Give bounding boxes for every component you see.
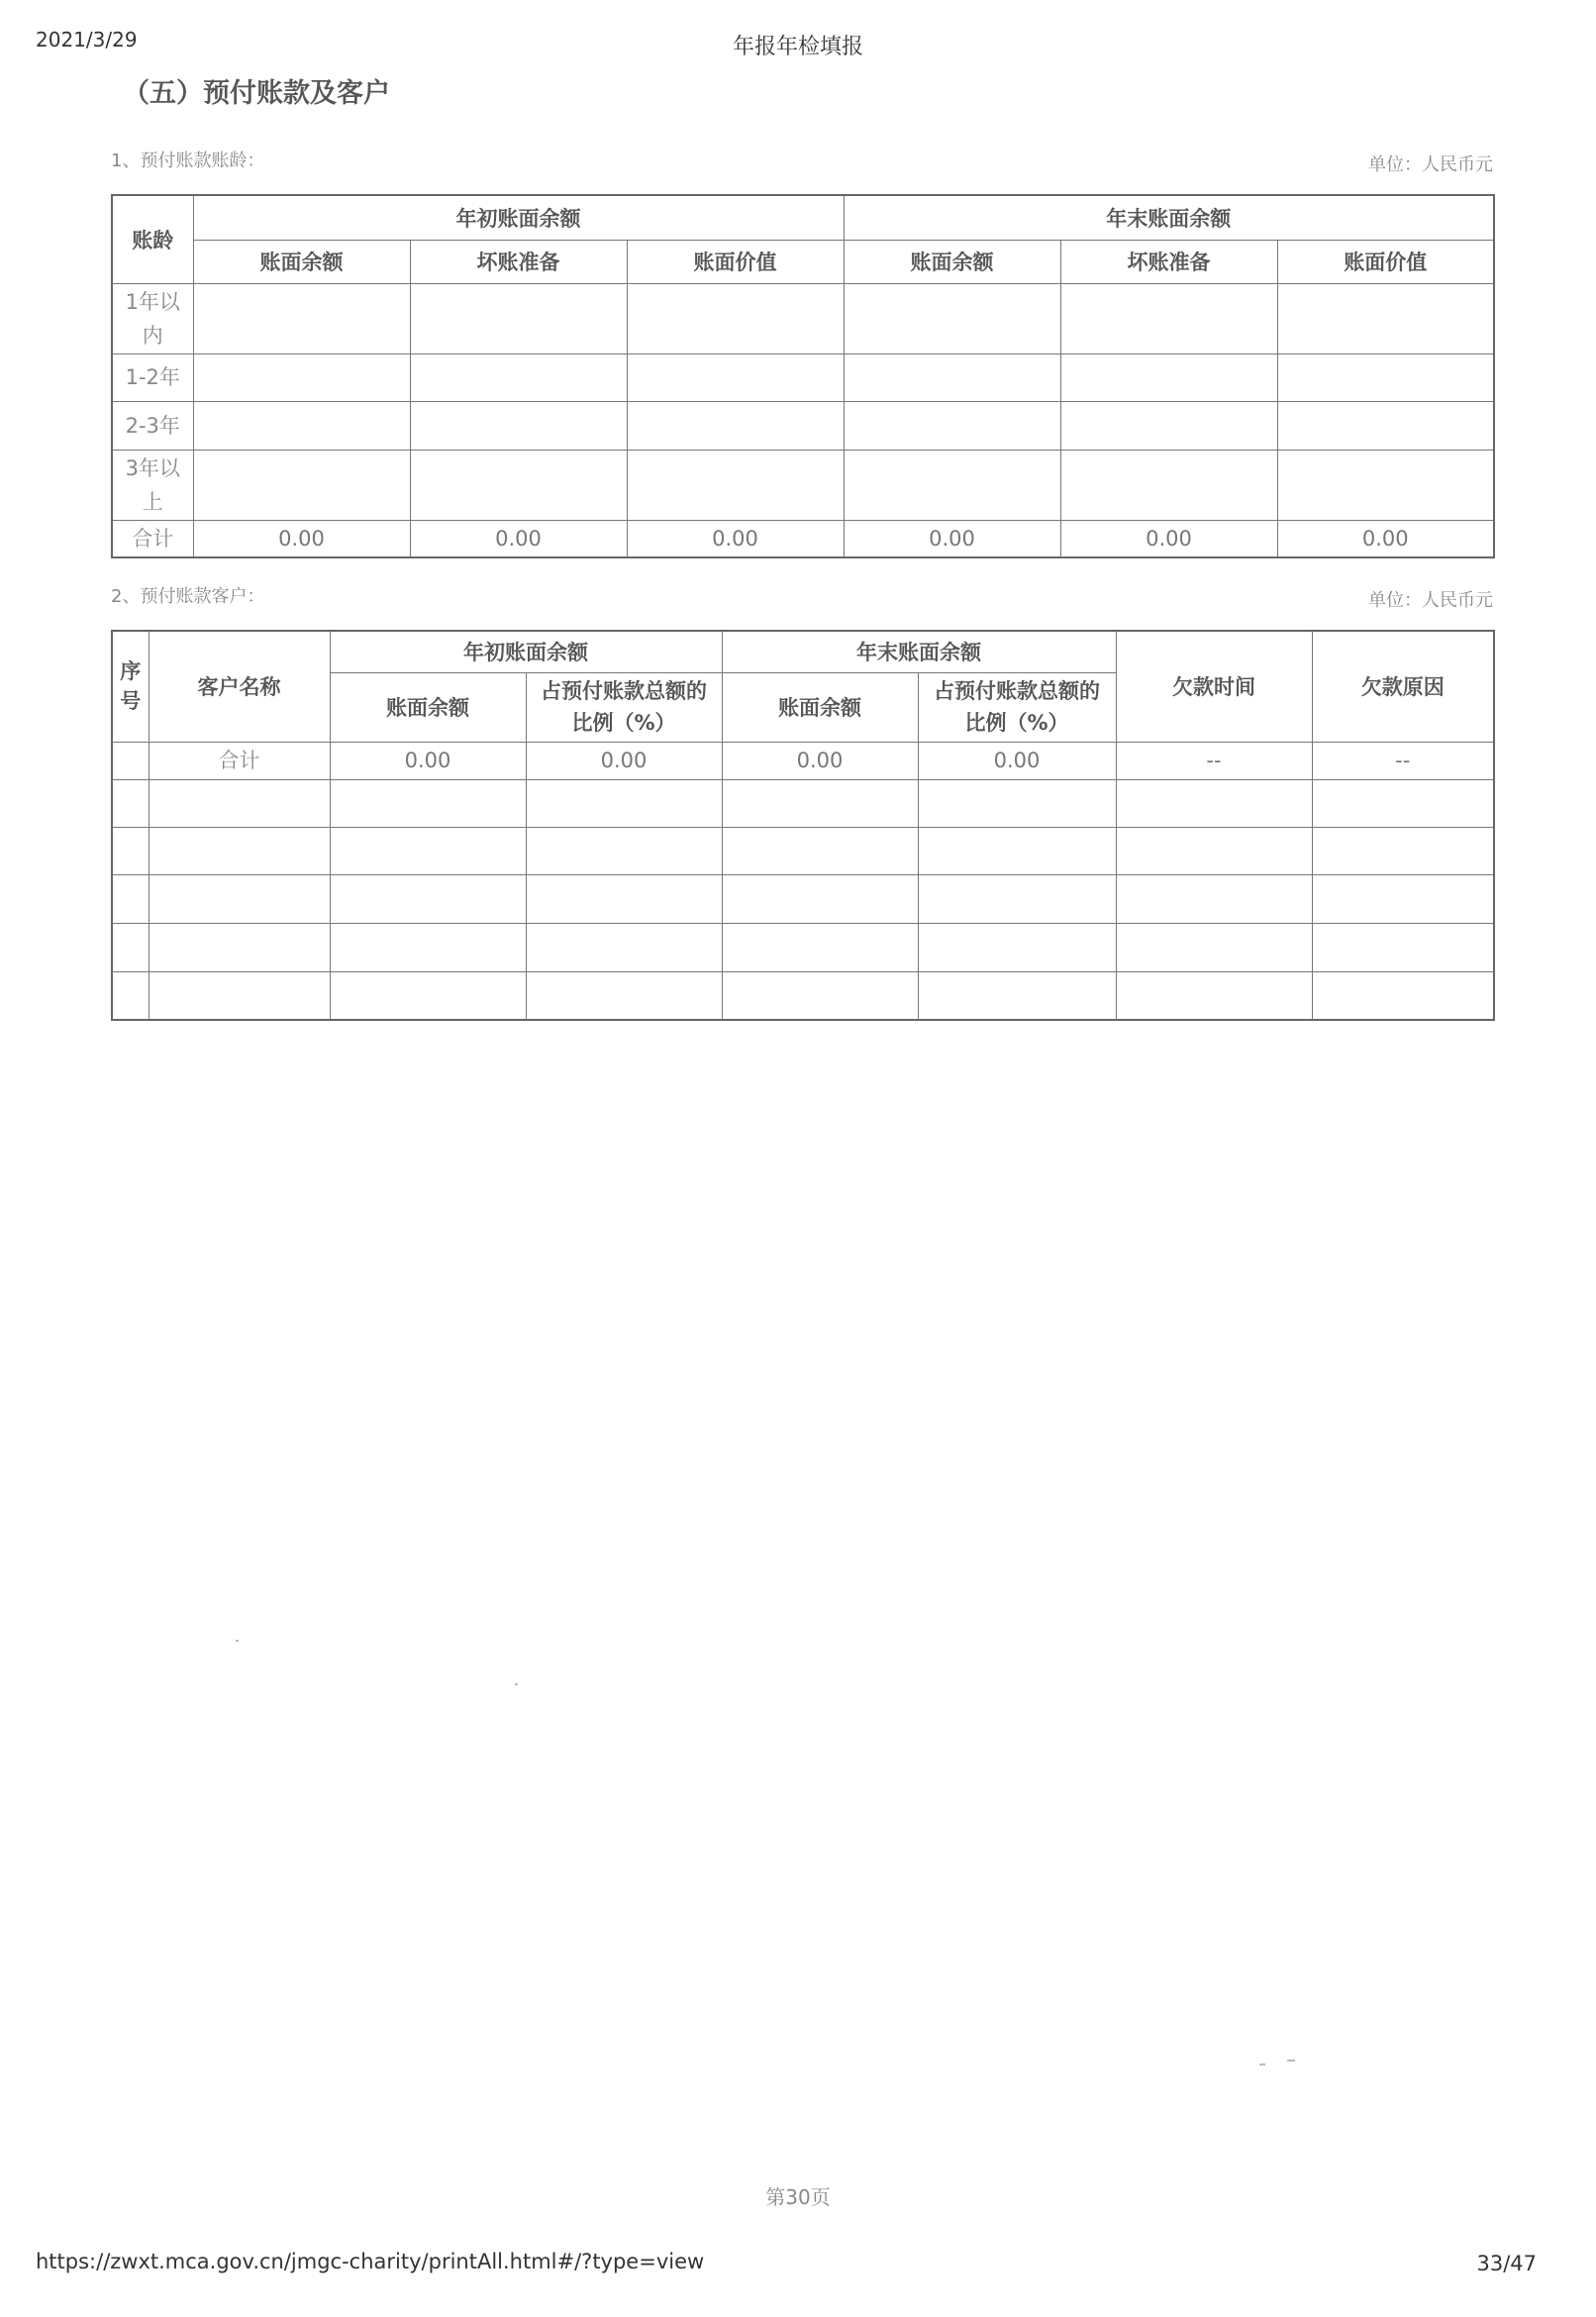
customer-cell [918,923,1116,971]
aging-end-group-header: 年末账面余额 [844,195,1494,240]
customer-cell [330,779,526,827]
customer-cell [112,971,149,1020]
aging-corner-header: 账龄 [112,195,193,283]
customer-cell [526,827,722,874]
aging-sub-header: 坏账准备 [410,240,627,283]
aging-total-cell: 0.00 [844,520,1060,557]
customer-cell [149,971,330,1020]
aging-row-label: 3年以上 [112,450,193,520]
aging-cell [193,353,410,401]
aging-cell [410,283,627,353]
aging-total-cell: 0.00 [627,520,844,557]
customer-cell [149,827,330,874]
customer-cell [526,923,722,971]
customer-table [111,630,1495,1021]
customer-cell [112,827,149,874]
customer-cell [526,779,722,827]
aging-cell [1277,283,1494,353]
customer-cell [149,779,330,827]
aging-cell [193,283,410,353]
table-row [112,283,1494,353]
aging-cell [627,353,844,401]
customer-cell [722,779,918,827]
aging-total-cell: 0.00 [410,520,627,557]
customer-total-cell: 0.00 [722,742,918,779]
scan-speck [515,1683,518,1685]
table-row [112,401,1494,450]
aging-cell [410,450,627,520]
section-title: （五）预付账款及客户 [123,78,390,109]
customer-total-cell: 0.00 [918,742,1116,779]
aging-cell [1060,283,1277,353]
scan-speck [236,1640,239,1642]
aging-cell [627,283,844,353]
aging-cell [844,401,1060,450]
aging-cell [1060,353,1277,401]
aging-cell [1060,401,1277,450]
table-row [112,353,1494,401]
customer-cell [722,923,918,971]
customer-cell [918,779,1116,827]
aging-cell [410,353,627,401]
customer-cell [526,874,722,923]
aging-cell [627,401,844,450]
customer-cell [1312,779,1494,827]
aging-row-label: 2-3年 [112,401,193,450]
customer-cell [918,874,1116,923]
aging-cell [193,450,410,520]
table-row [112,779,1494,827]
aging-total-cell: 0.00 [1060,520,1277,557]
aging-begin-group-header: 年初账面余额 [193,195,844,240]
customer-cell [722,827,918,874]
aging-sub-header: 账面余额 [193,240,410,283]
aging-cell [844,283,1060,353]
customer-total-cell: 0.00 [526,742,722,779]
aging-table-label: 1、预付账款账龄： [111,151,265,171]
customer-cell [1116,827,1312,874]
aging-unit-label: 单位：人民币元 [1368,154,1493,175]
customer-cell [722,874,918,923]
customer-cell [1312,874,1494,923]
scan-speck [1259,2064,1265,2065]
customer-begin-group-header: 年初账面余额 [330,631,722,672]
print-title: 年报年检填报 [732,35,863,59]
customer-cell [330,923,526,971]
customer-cell [330,971,526,1020]
customer-cell [1116,874,1312,923]
aging-cell [627,450,844,520]
aging-sub-header: 坏账准备 [1060,240,1277,283]
customer-cell [330,827,526,874]
customer-table-label: 2、预付账款客户： [111,586,265,607]
customer-overdue-time-header: 欠款时间 [1116,631,1312,742]
customer-cell [1312,971,1494,1020]
customer-cell [1312,923,1494,971]
aging-total-cell: 0.00 [193,520,410,557]
print-date: 2021/3/29 [36,28,138,51]
customer-total-cell: -- [1312,742,1494,779]
aging-cell [1060,450,1277,520]
customer-end-ratio-header: 占预付账款总额的比例（%） [918,672,1116,742]
customer-cell [112,874,149,923]
customer-total-cell: -- [1116,742,1312,779]
customer-overdue-reason-header: 欠款原因 [1312,631,1494,742]
table-total-row [112,742,1494,779]
customer-end-amount-header: 账面余额 [722,672,918,742]
table-row [112,450,1494,520]
aging-sub-header: 账面价值 [1277,240,1494,283]
customer-cell [1116,923,1312,971]
aging-sub-header: 账面价值 [627,240,844,283]
customer-cell [918,827,1116,874]
table-row [112,827,1494,874]
customer-cell [1116,779,1312,827]
aging-cell [1277,401,1494,450]
customer-begin-amount-header: 账面余额 [330,672,526,742]
table-row [112,923,1494,971]
table-row [112,971,1494,1020]
customer-seq-cell [112,742,149,779]
customer-end-group-header: 年末账面余额 [722,631,1116,672]
aging-cell [193,401,410,450]
customer-total-label: 合计 [149,742,330,779]
aging-cell [410,401,627,450]
customer-name-header: 客户名称 [149,631,330,742]
aging-total-cell: 0.00 [1277,520,1494,557]
customer-cell [149,874,330,923]
aging-sub-header: 账面余额 [844,240,1060,283]
print-page-count: 33/47 [1476,2252,1537,2275]
aging-row-label: 1年以内 [112,283,193,353]
customer-unit-label: 单位：人民币元 [1368,590,1493,611]
customer-cell [149,923,330,971]
customer-cell [1312,827,1494,874]
customer-cell [1116,971,1312,1020]
customer-cell [918,971,1116,1020]
scan-speck [1287,2060,1295,2062]
aging-cell [844,450,1060,520]
customer-cell [722,971,918,1020]
customer-cell [526,971,722,1020]
aging-cell [844,353,1060,401]
customer-seq-header: 序号 [112,631,149,742]
aging-cell [1277,450,1494,520]
aging-total-label: 合计 [112,520,193,557]
aging-row-label: 1-2年 [112,353,193,401]
aging-table [111,194,1495,558]
customer-total-cell: 0.00 [330,742,526,779]
table-row [112,874,1494,923]
customer-cell [330,874,526,923]
aging-cell [1277,353,1494,401]
print-url: https://zwxt.mca.gov.cn/jmgc-charity/printAll.html#/?type=view [36,2250,705,2273]
customer-cell [112,923,149,971]
customer-begin-ratio-header: 占预付账款总额的比例（%） [526,672,722,742]
page-number: 第30页 [765,2185,831,2209]
customer-cell [112,779,149,827]
table-total-row [112,520,1494,557]
